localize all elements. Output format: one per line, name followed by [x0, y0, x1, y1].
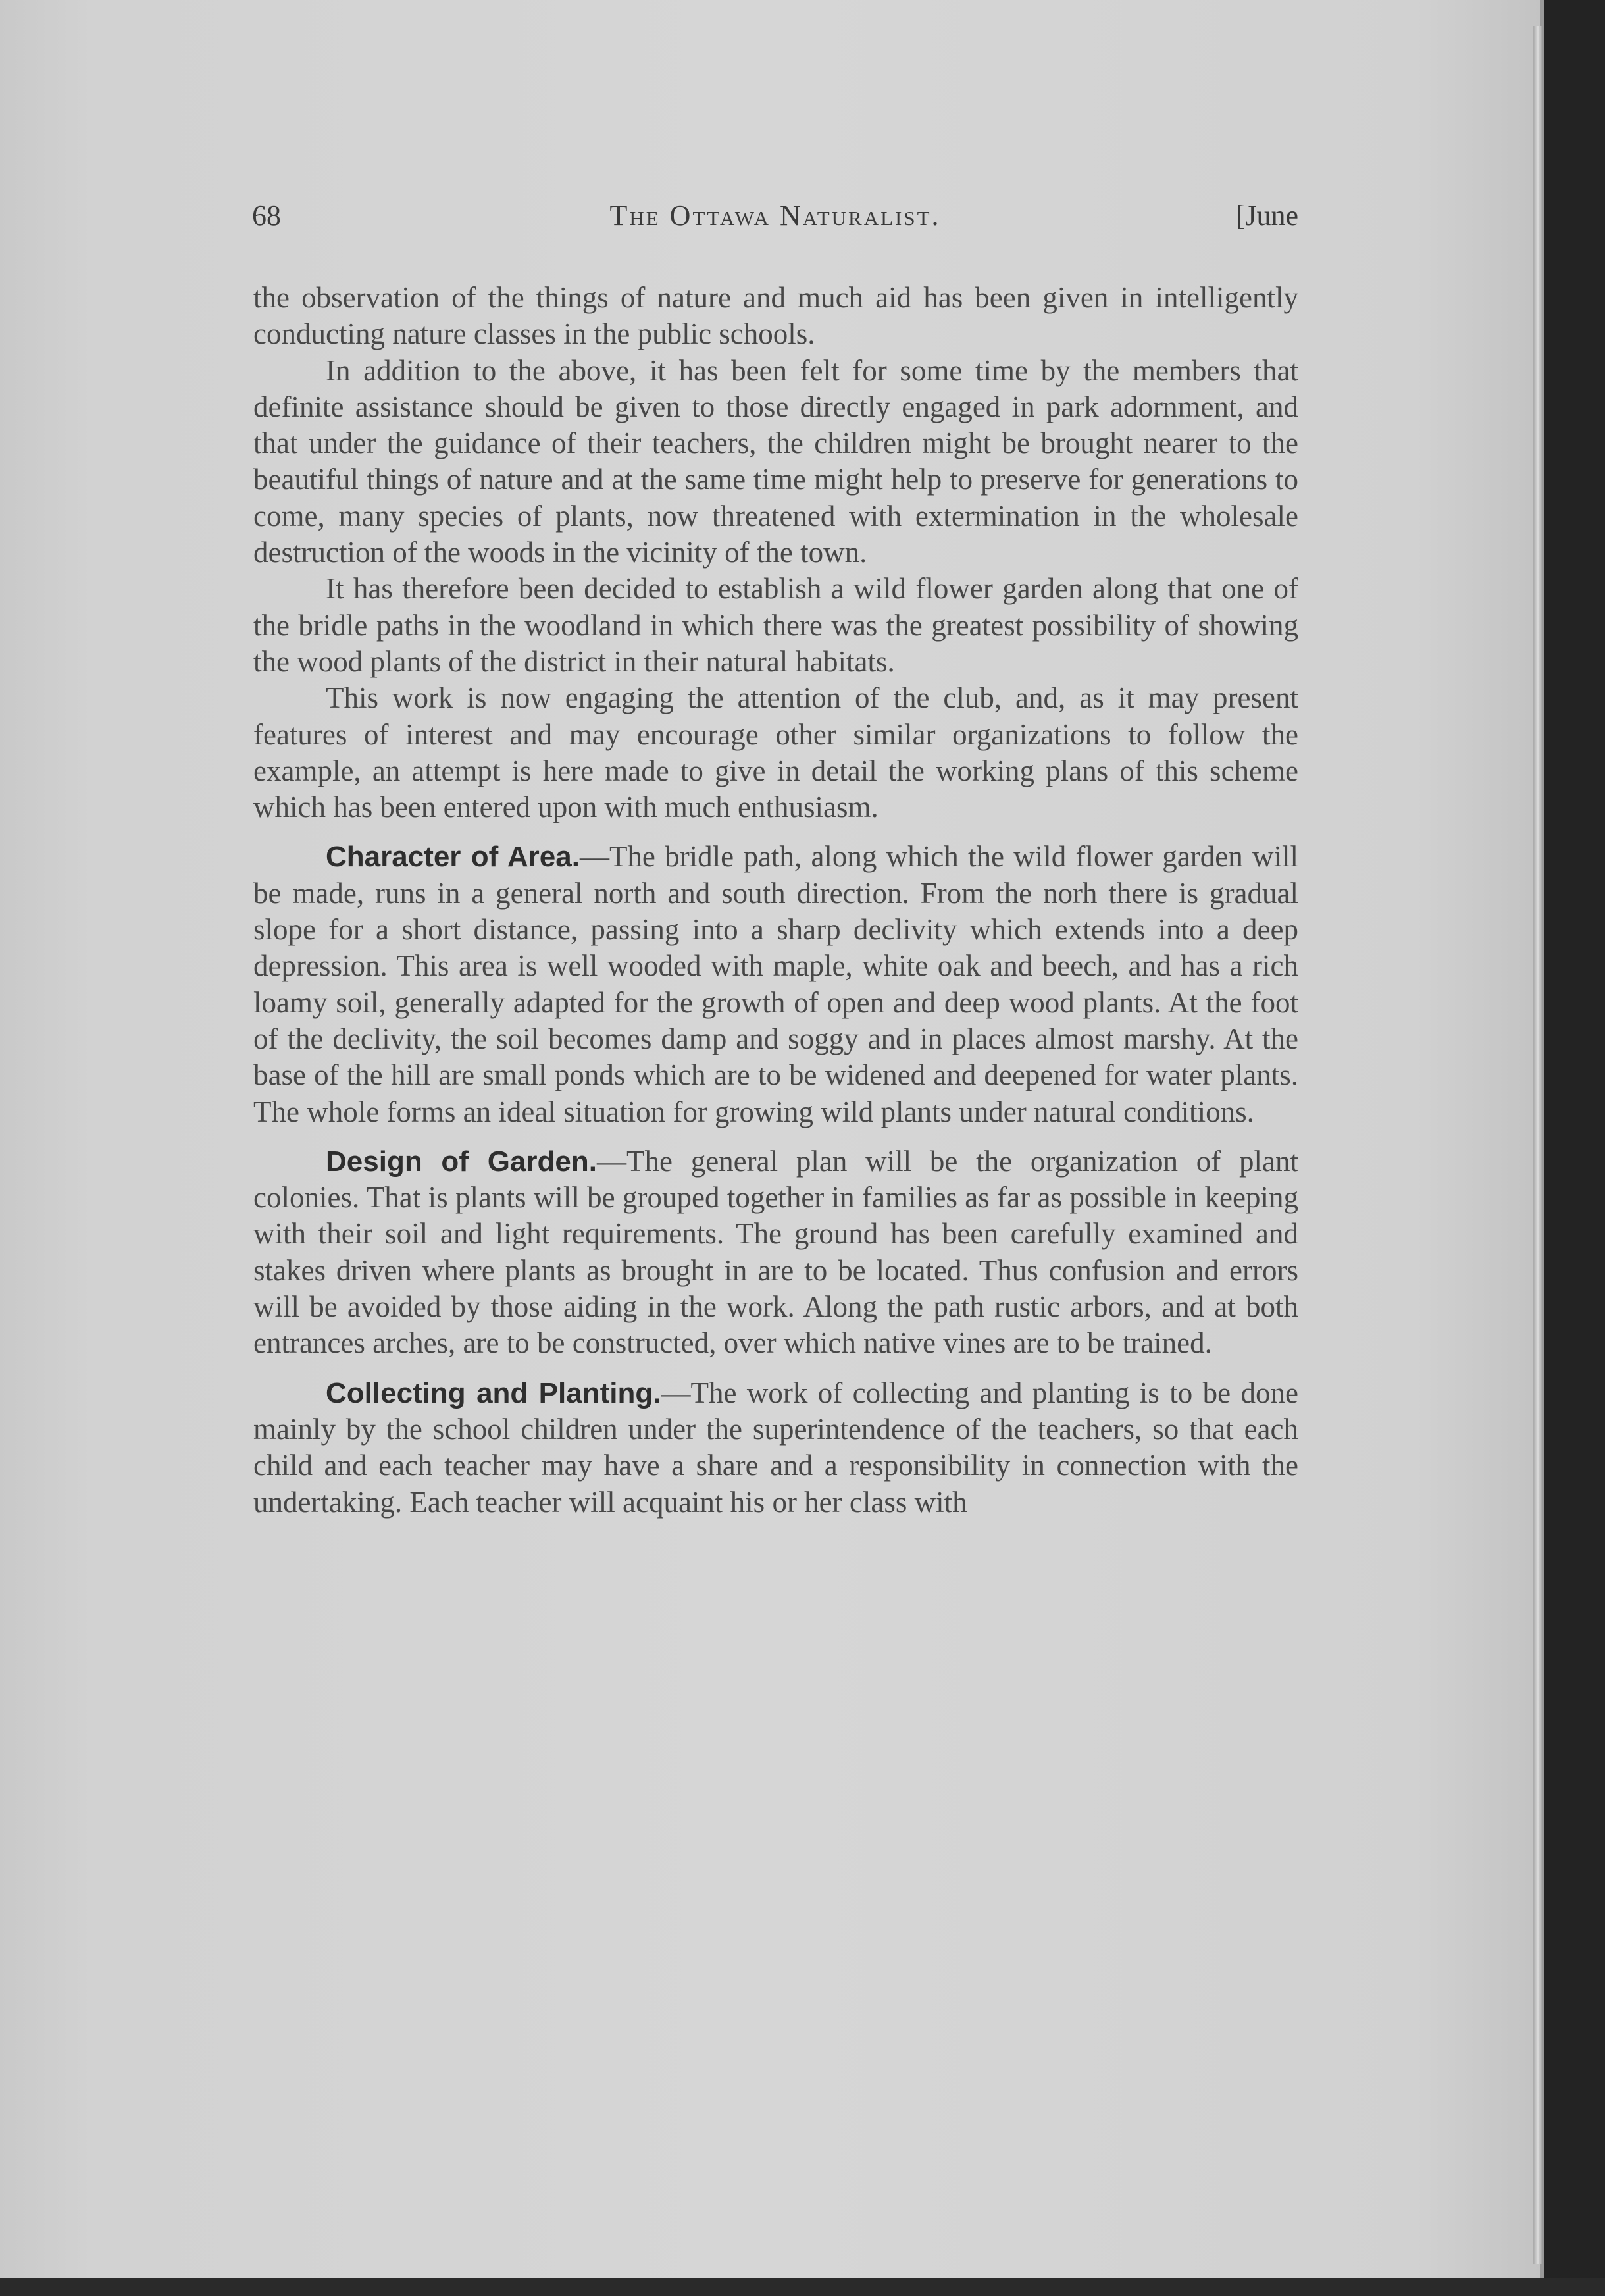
section-design-of-garden: [253, 1143, 1298, 1362]
running-header: [252, 199, 1298, 245]
paragraph-text: This work is now engaging the attention of the club, and, as it may present features of interest and may encourage other similar organizations to follow the example, an attempt is here made to give in detail the working plans of this scheme which has been entered upon with much enthusiasm.: [253, 681, 1298, 824]
paragraph-text: the observation of the things of nature and much aid has been given in intelligently conducting nature classes in the public schools.: [253, 281, 1298, 351]
section-character-of-area: [253, 839, 1298, 1130]
journal-title: The Ottawa Naturalist.: [609, 199, 941, 232]
paragraph-continuation: [253, 280, 1298, 353]
paragraph-text: In addition to the above, it has been felt for some time by the members that definite assistance should be given to those directly engaged in park adornment, and that under the guidance of their teachers, the children might be brought nearer to the beautiful things of nature and at the same time might help to preserve for generations to come, many species of plants, now threatened with extermination in the wholesale destruction of the woods in the vicinity of the town.: [253, 353, 1298, 569]
scan-background-right: [1544, 0, 1605, 2296]
page-edge: [1533, 26, 1542, 2264]
section-heading: Collecting and Planting.: [326, 1376, 661, 1409]
paragraph: [253, 353, 1298, 571]
section-collecting-and-planting: [253, 1375, 1298, 1521]
paragraph-text: —The general plan will be the organization of plant colonies. That is plants will be grouped together in families as far as possible in keeping with their soil and light requirements. The ground has been carefully examined and stakes driven where plants as brought in are to be located. Thus confusion and errors will be avoided by those aiding in the work. Along the path rustic arbors, and at both entrances arches, are to be constructed, over which native vines are to be trained.: [253, 1144, 1298, 1360]
issue-month: [June: [1235, 199, 1298, 232]
paragraph: [253, 571, 1298, 680]
paragraph-text: —The bridle path, along which the wild flower garden will be made, runs in a general north and south direction. From the norh there is gradual slope for a short distance, passing into a sharp declivity which extends into a deep depression. This area is well wooded with maple, white oak and beech, and has a rich loamy soil, generally adapted for the growth of open and deep wood plants. At the foot of the declivity, the soil becomes damp and soggy and in places almost marshy. At the base of the hill are small ponds which are to be widened and deepened for water plants. The whole forms an ideal situation for growing wild plants under natural conditions.: [253, 840, 1299, 1128]
paragraph: [253, 680, 1298, 825]
section-heading: Character of Area.: [326, 841, 580, 874]
paragraph-text: —The work of collecting and planting is to be done mainly by the school children under the superintendence of the teachers, so that each child and each teacher may have a share and a responsibility in connection with the undertaking. Each teacher will acquaint his or her class with: [253, 1376, 1299, 1519]
page-number: 68: [252, 199, 281, 232]
article-body: [253, 280, 1298, 1521]
section-heading: Design of Garden.: [326, 1145, 597, 1178]
paragraph-text: It has therefore been decided to establish a wild flower garden along that one of the bridle paths in the woodland in which there was the greatest possibility of showing the wood plants of the district in their natural habitats.: [253, 572, 1298, 678]
scan-background-bottom: [0, 2278, 1605, 2296]
